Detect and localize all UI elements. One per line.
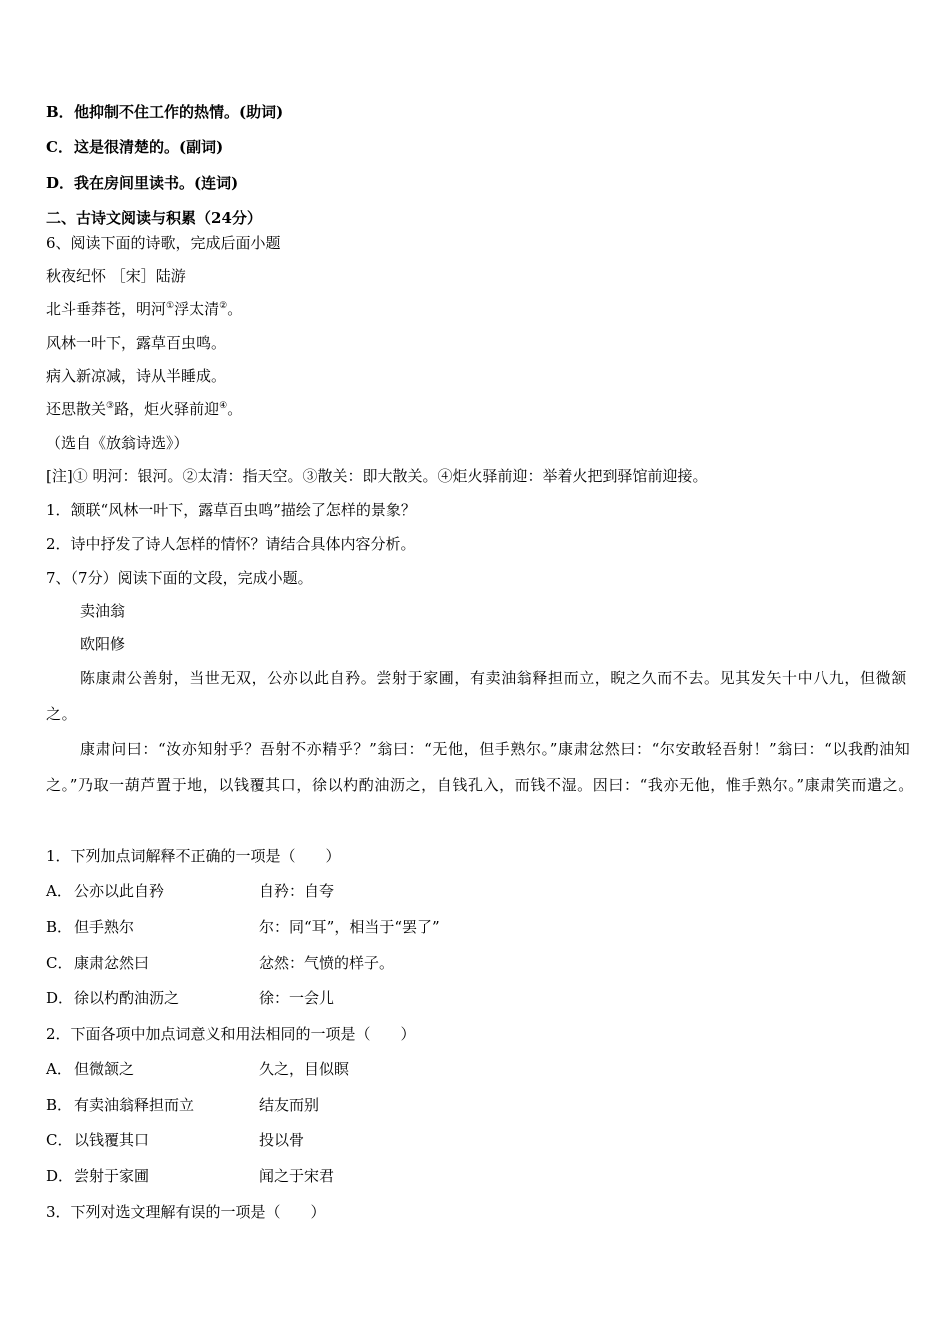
q7-sq2-stem: 2．下面各项中加点词意义和用法相同的一项是（ ）	[46, 1025, 416, 1043]
option-label: B．	[46, 103, 74, 121]
option-gloss: 投以骨	[259, 1131, 305, 1149]
option-label: C．	[46, 1131, 73, 1149]
option-text: 但手熟尔	[74, 918, 135, 936]
option-text: 尝射于家圃	[74, 1167, 150, 1185]
option-text: 这是很清楚的。(副词)	[74, 138, 224, 156]
poem-line-1	[46, 299, 242, 319]
q6-sub1: 1．颔联“风林一叶下，露草百虫鸣”描绘了怎样的景象？	[46, 501, 416, 519]
poem-text: 。	[227, 400, 243, 418]
option-gloss: 久之，目似瞑	[259, 1060, 350, 1078]
footnote-mark: ②	[219, 301, 228, 311]
option-gloss: 结友而别	[259, 1096, 320, 1114]
option-label: D．	[46, 174, 75, 192]
passage-author: 欧阳修	[80, 635, 126, 653]
passage-paragraph-2: 康肃问曰：“汝亦知射乎？吾射不亦精乎？”翁曰：“无他，但手熟尔。”康肃忿然曰：“尔安敢轻吾射！”翁曰：“以我酌油知之。”乃取一葫芦置于地，以钱覆其口，徐以杓酌油沥之，自钱孔入，而钱不湿。因曰：“我亦无他，惟手熟尔。”康肃笑而遣之。	[46, 740, 914, 794]
option-text: 公亦以此自矜	[74, 882, 165, 900]
poem-text: 路，炬火驿前迎	[114, 400, 220, 418]
footnote-mark: ④	[219, 401, 228, 411]
q7-sq3-stem: 3．下列对选文理解有误的一项是（ ）	[46, 1203, 326, 1221]
footnote-mark: ①	[166, 301, 175, 311]
option-gloss: 闻之于宋君	[259, 1167, 335, 1185]
option-label: C．	[46, 954, 73, 972]
option-text: 徐以杓酌油沥之	[74, 989, 180, 1007]
q6-sub2: 2．诗中抒发了诗人怎样的情怀？请结合具体内容分析。	[46, 535, 416, 553]
option-text: 康肃忿然曰	[74, 954, 150, 972]
poem-text: 北斗垂莽苍，明河	[46, 300, 167, 318]
option-text: 但微颔之	[74, 1060, 135, 1078]
poem-line-4	[46, 399, 242, 419]
poem-text: 浮太清	[174, 300, 220, 318]
option-text: 他抑制不住工作的热情。(助词)	[74, 103, 284, 121]
footnote-mark: ③	[106, 401, 115, 411]
poem-source: （选自《放翁诗选》）	[46, 434, 189, 452]
passage-title: 卖油翁	[80, 602, 126, 620]
option-gloss: 忿然：气愤的样子。	[259, 954, 395, 972]
q7-sq1-stem: 1．下列加点词解释不正确的一项是（ ）	[46, 847, 341, 865]
q6-intro: 6、阅读下面的诗歌，完成后面小题	[46, 234, 281, 252]
passage-paragraph-1: 陈康肃公善射，当世无双，公亦以此自矜。尝射于家圃，有卖油翁释担而立，睨之久而不去。见其发矢十中八九，但微颔之。	[46, 669, 907, 723]
section-heading: 二、古诗文阅读与积累（24分）	[46, 209, 262, 227]
poem-annotation: [注]① 明河：银河。②太清：指天空。③散关：即大散关。④炬火驿前迎：举着火把到驿馆前迎接。	[46, 467, 708, 485]
poem-text: 。	[227, 300, 243, 318]
option-text: 我在房间里读书。(连词)	[74, 174, 239, 192]
q7-intro: 7、（7分）阅读下面的文段，完成小题。	[46, 569, 313, 587]
poem-line-2: 风林一叶下，露草百虫鸣。	[46, 334, 227, 352]
poem-text: 还思散关	[46, 400, 107, 418]
option-label: A．	[46, 1060, 72, 1078]
option-gloss: 徐：一会儿	[259, 989, 335, 1007]
option-label: B．	[46, 918, 73, 936]
option-label: B．	[46, 1096, 73, 1114]
poem-line-3: 病入新凉减，诗从半睡成。	[46, 367, 227, 385]
option-label: D．	[46, 989, 74, 1007]
option-gloss: 尔：同“耳”，相当于“罢了”	[259, 918, 440, 936]
option-label: A．	[46, 882, 72, 900]
option-text: 以钱覆其口	[74, 1131, 150, 1149]
option-label: C．	[46, 138, 73, 156]
poem-title: 秋夜纪怀 ［宋］陆游	[46, 267, 186, 285]
option-gloss: 自矜：自夸	[259, 882, 335, 900]
option-label: D．	[46, 1167, 74, 1185]
option-text: 有卖油翁释担而立	[74, 1096, 195, 1114]
